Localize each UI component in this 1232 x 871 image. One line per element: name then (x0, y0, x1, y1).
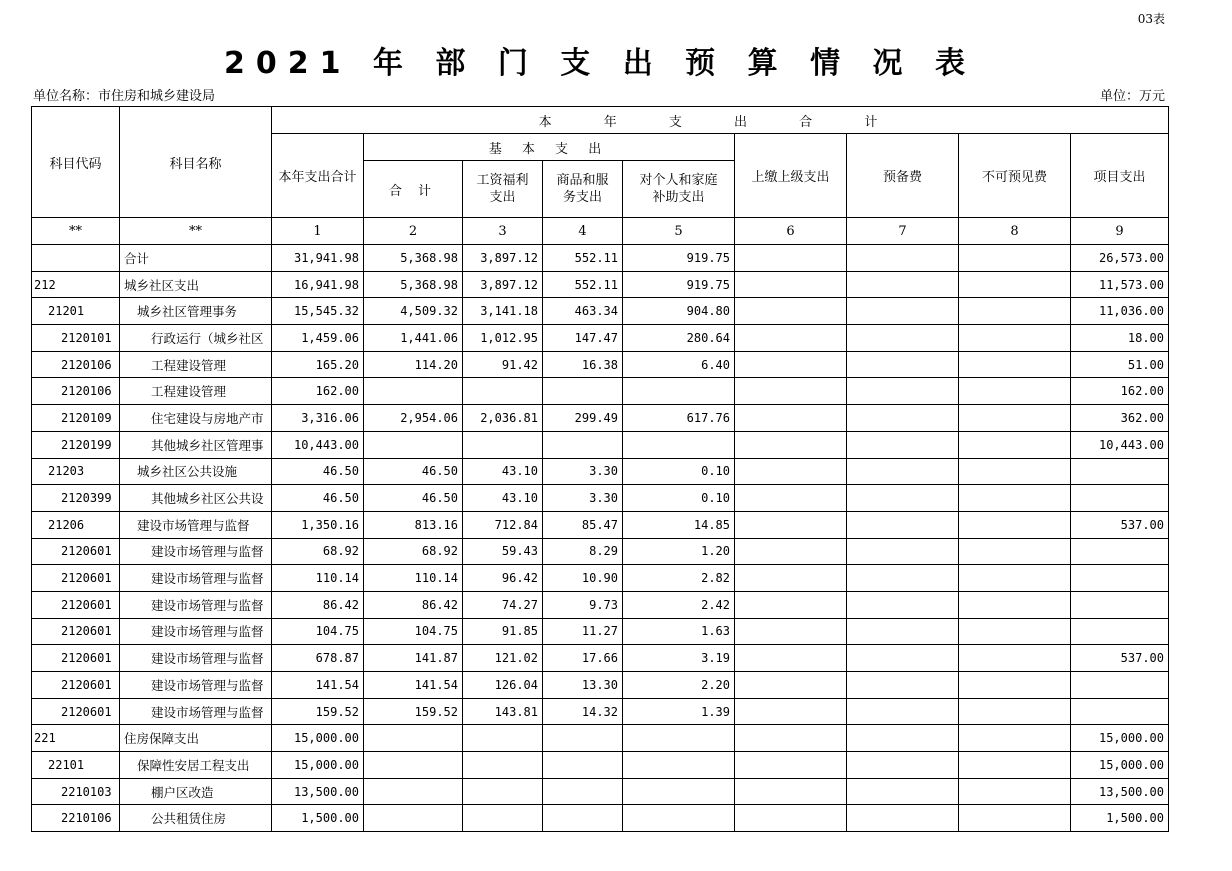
cell-individual: 617.76 (623, 405, 735, 432)
cell-goods (543, 725, 623, 752)
cell-subtotal: 86.42 (364, 591, 463, 618)
cell-code: 2210103 (32, 778, 120, 805)
cell-unforeseen (959, 405, 1071, 432)
cell-subtotal: 141.54 (364, 672, 463, 699)
table-row (32, 511, 1169, 538)
cell-individual: 919.75 (623, 271, 735, 298)
cell-code: 21201 (32, 298, 120, 325)
cell-wages (463, 752, 543, 779)
cell-annual-total: 110.14 (272, 565, 364, 592)
cell-goods: 14.32 (543, 698, 623, 725)
cell-individual (623, 778, 735, 805)
cell-name: 工程建设管理 (120, 378, 272, 405)
cell-annual-total: 86.42 (272, 591, 364, 618)
cell-unforeseen (959, 351, 1071, 378)
cell-subtotal: 110.14 (364, 565, 463, 592)
cell-project (1071, 565, 1169, 592)
table-row (32, 752, 1169, 779)
cell-reserve (847, 618, 959, 645)
cell-superior (735, 351, 847, 378)
cell-reserve (847, 752, 959, 779)
header-number: 2 (364, 218, 463, 245)
cell-individual: 2.82 (623, 565, 735, 592)
cell-name: 其他城乡社区公共设 (120, 485, 272, 512)
header-number: 3 (463, 218, 543, 245)
cell-code: 22101 (32, 752, 120, 779)
cell-individual: 2.20 (623, 672, 735, 699)
cell-subtotal: 46.50 (364, 485, 463, 512)
cell-goods: 3.30 (543, 485, 623, 512)
table-row (32, 378, 1169, 405)
cell-superior (735, 271, 847, 298)
cell-superior (735, 298, 847, 325)
cell-unforeseen (959, 645, 1071, 672)
table-row (32, 485, 1169, 512)
header-wages: 工资福利支出 (463, 161, 543, 218)
cell-individual: 0.10 (623, 458, 735, 485)
cell-project: 537.00 (1071, 645, 1169, 672)
cell-wages (463, 805, 543, 832)
cell-individual: 14.85 (623, 511, 735, 538)
cell-goods (543, 752, 623, 779)
cell-goods: 552.11 (543, 245, 623, 272)
header-superior: 上缴上级支出 (735, 134, 847, 218)
cell-code: 2120601 (32, 565, 120, 592)
table-row (32, 405, 1169, 432)
cell-superior (735, 752, 847, 779)
table-row (32, 298, 1169, 325)
cell-unforeseen (959, 325, 1071, 352)
cell-wages: 3,897.12 (463, 271, 543, 298)
cell-annual-total: 1,500.00 (272, 805, 364, 832)
cell-superior (735, 431, 847, 458)
cell-reserve (847, 645, 959, 672)
cell-subtotal: 5,368.98 (364, 271, 463, 298)
cell-superior (735, 672, 847, 699)
budget-table (31, 106, 1169, 832)
cell-code: 21206 (32, 511, 120, 538)
cell-unforeseen (959, 485, 1071, 512)
cell-individual (623, 378, 735, 405)
cell-code: 212 (32, 271, 120, 298)
cell-reserve (847, 405, 959, 432)
cell-unforeseen (959, 805, 1071, 832)
cell-unforeseen (959, 591, 1071, 618)
cell-name: 住宅建设与房地产市 (120, 405, 272, 432)
cell-subtotal: 104.75 (364, 618, 463, 645)
header-total-group: 本 年 支 出 合 计 (272, 107, 1169, 134)
cell-name: 建设市场管理与监督 (120, 565, 272, 592)
cell-project: 18.00 (1071, 325, 1169, 352)
cell-wages: 43.10 (463, 458, 543, 485)
cell-code: 2120601 (32, 618, 120, 645)
cell-wages (463, 378, 543, 405)
cell-subtotal: 114.20 (364, 351, 463, 378)
cell-reserve (847, 271, 959, 298)
cell-name: 城乡社区管理事务 (120, 298, 272, 325)
cell-goods (543, 805, 623, 832)
cell-code: 2120399 (32, 485, 120, 512)
cell-reserve (847, 325, 959, 352)
cell-superior (735, 591, 847, 618)
cell-subtotal: 5,368.98 (364, 245, 463, 272)
cell-superior (735, 618, 847, 645)
cell-annual-total: 15,545.32 (272, 298, 364, 325)
cell-reserve (847, 378, 959, 405)
cell-name: 建设市场管理与监督 (120, 672, 272, 699)
cell-wages: 91.85 (463, 618, 543, 645)
cell-goods: 11.27 (543, 618, 623, 645)
cell-individual: 280.64 (623, 325, 735, 352)
cell-subtotal (364, 431, 463, 458)
table-row (32, 245, 1169, 272)
cell-subtotal: 1,441.06 (364, 325, 463, 352)
header-goods: 商品和服务支出 (543, 161, 623, 218)
header-basic-group: 基 本 支 出 (364, 134, 735, 161)
cell-subtotal: 68.92 (364, 538, 463, 565)
page-title: 2021 年 部 门 支 出 预 算 情 况 表 (224, 46, 976, 81)
table-row (32, 591, 1169, 618)
form-number-tag: 03表 (1137, 12, 1165, 26)
cell-goods: 17.66 (543, 645, 623, 672)
cell-project: 10,443.00 (1071, 431, 1169, 458)
cell-wages: 143.81 (463, 698, 543, 725)
cell-superior (735, 725, 847, 752)
cell-superior (735, 245, 847, 272)
cell-wages: 43.10 (463, 485, 543, 512)
table-row (32, 698, 1169, 725)
header-number: 5 (623, 218, 735, 245)
cell-name: 住房保障支出 (120, 725, 272, 752)
table-row (32, 538, 1169, 565)
cell-reserve (847, 351, 959, 378)
table-row (32, 351, 1169, 378)
cell-individual (623, 805, 735, 832)
cell-code (32, 245, 120, 272)
cell-superior (735, 778, 847, 805)
cell-project: 537.00 (1071, 511, 1169, 538)
cell-reserve (847, 538, 959, 565)
cell-superior (735, 511, 847, 538)
cell-subtotal: 159.52 (364, 698, 463, 725)
cell-annual-total: 68.92 (272, 538, 364, 565)
cell-name: 工程建设管理 (120, 351, 272, 378)
cell-project (1071, 618, 1169, 645)
cell-wages (463, 725, 543, 752)
cell-code: 2120106 (32, 351, 120, 378)
table-row (32, 672, 1169, 699)
cell-unforeseen (959, 245, 1071, 272)
cell-unforeseen (959, 458, 1071, 485)
cell-annual-total: 1,350.16 (272, 511, 364, 538)
header-individual: 对个人和家庭补助支出 (623, 161, 735, 218)
cell-individual: 1.63 (623, 618, 735, 645)
cell-code: 2120106 (32, 378, 120, 405)
cell-goods: 147.47 (543, 325, 623, 352)
cell-code: 2120601 (32, 538, 120, 565)
cell-name: 保障性安居工程支出 (120, 752, 272, 779)
table-row (32, 565, 1169, 592)
cell-project: 15,000.00 (1071, 752, 1169, 779)
cell-subtotal (364, 778, 463, 805)
cell-annual-total: 104.75 (272, 618, 364, 645)
cell-code: 2120601 (32, 591, 120, 618)
cell-project: 13,500.00 (1071, 778, 1169, 805)
cell-superior (735, 458, 847, 485)
cell-wages: 3,141.18 (463, 298, 543, 325)
cell-project (1071, 458, 1169, 485)
cell-subtotal: 813.16 (364, 511, 463, 538)
cell-superior (735, 378, 847, 405)
cell-goods: 8.29 (543, 538, 623, 565)
cell-code: 2120601 (32, 645, 120, 672)
cell-unforeseen (959, 672, 1071, 699)
cell-unforeseen (959, 752, 1071, 779)
cell-wages: 712.84 (463, 511, 543, 538)
cell-goods: 299.49 (543, 405, 623, 432)
cell-goods (543, 431, 623, 458)
cell-reserve (847, 672, 959, 699)
cell-wages: 126.04 (463, 672, 543, 699)
cell-unforeseen (959, 511, 1071, 538)
cell-annual-total: 141.54 (272, 672, 364, 699)
cell-project (1071, 591, 1169, 618)
header-number: 1 (272, 218, 364, 245)
cell-superior (735, 538, 847, 565)
cell-name: 公共租赁住房 (120, 805, 272, 832)
cell-wages: 74.27 (463, 591, 543, 618)
cell-reserve (847, 458, 959, 485)
cell-project: 1,500.00 (1071, 805, 1169, 832)
header-number: 9 (1071, 218, 1169, 245)
cell-goods: 9.73 (543, 591, 623, 618)
header-reserve: 预备费 (847, 134, 959, 218)
header-annual-total: 本年支出合计 (272, 134, 364, 218)
cell-reserve (847, 698, 959, 725)
unit-name-label: 单位名称：市住房和城乡建设局 (33, 89, 216, 104)
cell-subtotal: 141.87 (364, 645, 463, 672)
cell-name: 建设市场管理与监督 (120, 511, 272, 538)
cell-goods: 10.90 (543, 565, 623, 592)
cell-individual: 904.80 (623, 298, 735, 325)
table-row (32, 325, 1169, 352)
cell-code: 221 (32, 725, 120, 752)
cell-name: 建设市场管理与监督 (120, 618, 272, 645)
cell-reserve (847, 591, 959, 618)
cell-reserve (847, 485, 959, 512)
cell-goods: 16.38 (543, 351, 623, 378)
cell-reserve (847, 565, 959, 592)
cell-annual-total: 1,459.06 (272, 325, 364, 352)
cell-annual-total: 31,941.98 (272, 245, 364, 272)
cell-name: 棚户区改造 (120, 778, 272, 805)
table-row (32, 645, 1169, 672)
cell-individual: 6.40 (623, 351, 735, 378)
cell-project (1071, 698, 1169, 725)
cell-unforeseen (959, 378, 1071, 405)
cell-subtotal: 2,954.06 (364, 405, 463, 432)
cell-code: 2120601 (32, 698, 120, 725)
cell-goods (543, 378, 623, 405)
cell-wages: 91.42 (463, 351, 543, 378)
cell-superior (735, 325, 847, 352)
cell-name: 建设市场管理与监督 (120, 698, 272, 725)
cell-unforeseen (959, 538, 1071, 565)
cell-project: 15,000.00 (1071, 725, 1169, 752)
cell-unforeseen (959, 565, 1071, 592)
cell-individual: 0.10 (623, 485, 735, 512)
cell-individual: 1.39 (623, 698, 735, 725)
table-row (32, 458, 1169, 485)
cell-unforeseen (959, 698, 1071, 725)
header-name: 科目名称 (120, 107, 272, 218)
cell-reserve (847, 725, 959, 752)
cell-project: 362.00 (1071, 405, 1169, 432)
cell-wages: 96.42 (463, 565, 543, 592)
cell-name: 其他城乡社区管理事 (120, 431, 272, 458)
cell-name: 建设市场管理与监督 (120, 645, 272, 672)
cell-reserve (847, 778, 959, 805)
cell-wages: 3,897.12 (463, 245, 543, 272)
table-row (32, 725, 1169, 752)
header-project: 项目支出 (1071, 134, 1169, 218)
cell-project (1071, 485, 1169, 512)
cell-reserve (847, 511, 959, 538)
cell-wages: 121.02 (463, 645, 543, 672)
cell-individual: 3.19 (623, 645, 735, 672)
cell-reserve (847, 431, 959, 458)
cell-individual: 2.42 (623, 591, 735, 618)
cell-individual (623, 752, 735, 779)
header-subtotal: 合 计 (364, 161, 463, 218)
cell-unforeseen (959, 298, 1071, 325)
header-number: ** (32, 218, 120, 245)
cell-goods: 463.34 (543, 298, 623, 325)
header-number: 6 (735, 218, 847, 245)
cell-name: 建设市场管理与监督 (120, 538, 272, 565)
cell-project: 162.00 (1071, 378, 1169, 405)
cell-code: 2120109 (32, 405, 120, 432)
cell-subtotal (364, 378, 463, 405)
cell-subtotal: 46.50 (364, 458, 463, 485)
currency-unit-label: 单位：万元 (1099, 89, 1165, 104)
cell-individual: 919.75 (623, 245, 735, 272)
header-code: 科目代码 (32, 107, 120, 218)
cell-project: 11,573.00 (1071, 271, 1169, 298)
table-row (32, 805, 1169, 832)
cell-unforeseen (959, 431, 1071, 458)
cell-unforeseen (959, 778, 1071, 805)
cell-annual-total: 46.50 (272, 458, 364, 485)
cell-annual-total: 162.00 (272, 378, 364, 405)
cell-wages: 1,012.95 (463, 325, 543, 352)
cell-goods: 13.30 (543, 672, 623, 699)
table-header (32, 107, 1169, 245)
table-body (32, 245, 1169, 832)
table-row (32, 431, 1169, 458)
cell-name: 合计 (120, 245, 272, 272)
cell-project (1071, 538, 1169, 565)
cell-reserve (847, 245, 959, 272)
cell-wages (463, 778, 543, 805)
cell-goods (543, 778, 623, 805)
cell-code: 21203 (32, 458, 120, 485)
cell-code: 2120199 (32, 431, 120, 458)
cell-superior (735, 485, 847, 512)
cell-code: 2210106 (32, 805, 120, 832)
cell-wages: 59.43 (463, 538, 543, 565)
cell-reserve (847, 298, 959, 325)
cell-reserve (847, 805, 959, 832)
cell-subtotal (364, 725, 463, 752)
cell-subtotal (364, 805, 463, 832)
cell-name: 建设市场管理与监督 (120, 591, 272, 618)
header-number: 7 (847, 218, 959, 245)
header-unforeseen: 不可预见费 (959, 134, 1071, 218)
cell-annual-total: 10,443.00 (272, 431, 364, 458)
cell-annual-total: 3,316.06 (272, 405, 364, 432)
table-row (32, 618, 1169, 645)
cell-goods: 85.47 (543, 511, 623, 538)
cell-goods: 552.11 (543, 271, 623, 298)
header-number-row (32, 218, 1169, 245)
cell-superior (735, 805, 847, 832)
cell-individual: 1.20 (623, 538, 735, 565)
cell-unforeseen (959, 271, 1071, 298)
cell-unforeseen (959, 725, 1071, 752)
cell-name: 行政运行（城乡社区 (120, 325, 272, 352)
cell-annual-total: 678.87 (272, 645, 364, 672)
cell-name: 城乡社区公共设施 (120, 458, 272, 485)
cell-unforeseen (959, 618, 1071, 645)
cell-superior (735, 645, 847, 672)
cell-annual-total: 165.20 (272, 351, 364, 378)
cell-wages: 2,036.81 (463, 405, 543, 432)
cell-project: 51.00 (1071, 351, 1169, 378)
cell-annual-total: 159.52 (272, 698, 364, 725)
cell-project: 11,036.00 (1071, 298, 1169, 325)
cell-superior (735, 565, 847, 592)
cell-annual-total: 46.50 (272, 485, 364, 512)
cell-code: 2120601 (32, 672, 120, 699)
cell-annual-total: 15,000.00 (272, 725, 364, 752)
cell-name: 城乡社区支出 (120, 271, 272, 298)
table-row (32, 271, 1169, 298)
cell-project (1071, 672, 1169, 699)
cell-goods: 3.30 (543, 458, 623, 485)
cell-wages (463, 431, 543, 458)
header-number: 8 (959, 218, 1071, 245)
cell-subtotal: 4,509.32 (364, 298, 463, 325)
cell-annual-total: 13,500.00 (272, 778, 364, 805)
cell-individual (623, 431, 735, 458)
header-number: ** (120, 218, 272, 245)
cell-code: 2120101 (32, 325, 120, 352)
cell-subtotal (364, 752, 463, 779)
cell-superior (735, 405, 847, 432)
cell-annual-total: 15,000.00 (272, 752, 364, 779)
cell-superior (735, 698, 847, 725)
table-row (32, 778, 1169, 805)
header-number: 4 (543, 218, 623, 245)
cell-individual (623, 725, 735, 752)
cell-project: 26,573.00 (1071, 245, 1169, 272)
cell-annual-total: 16,941.98 (272, 271, 364, 298)
